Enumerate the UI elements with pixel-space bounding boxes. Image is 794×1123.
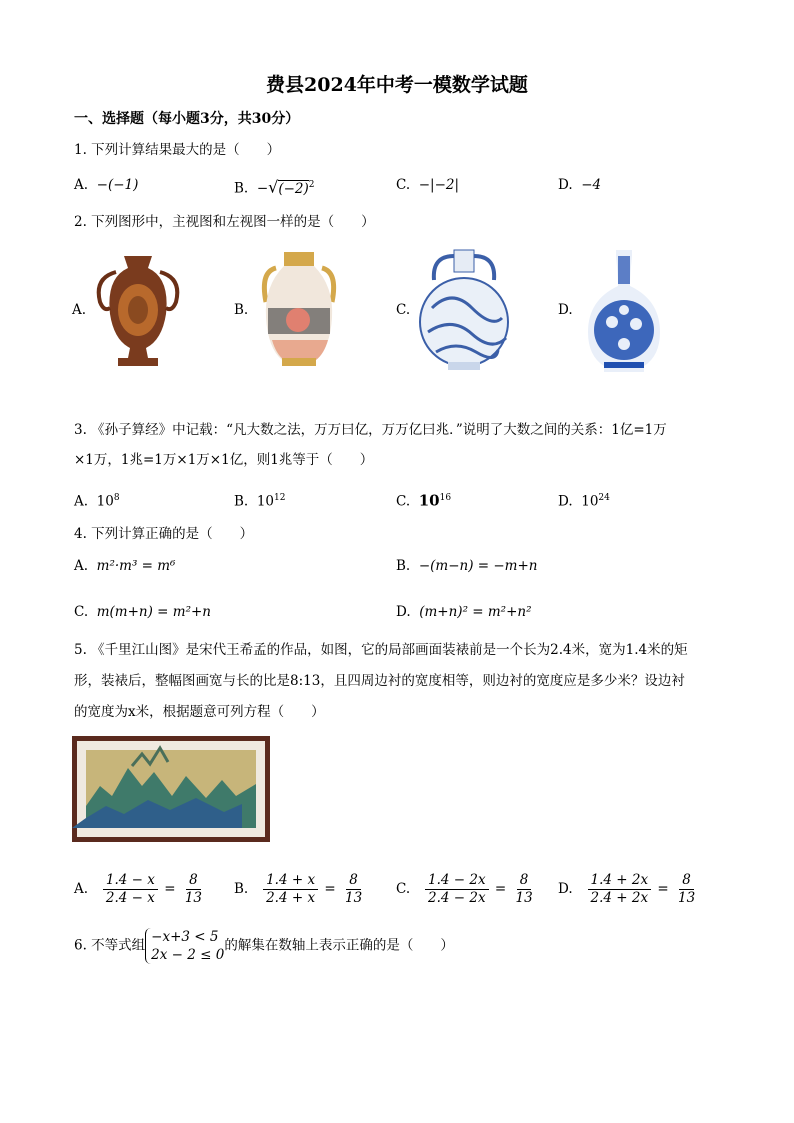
q4-option-c[interactable]: C. m(m+n) = m²+n [74,604,211,620]
q4-stem: 4. 下列计算正确的是（ ） [74,526,254,542]
q5-c-fraction: $\frac{1.4 - 2x}{2.4 - 2x}$ [425,872,489,907]
q5-b-fraction: $\frac{1.4 + x}{2.4 + x}$ [263,872,318,907]
q5-option-a[interactable]: A. $\frac{1.4 - x}{2.4 - x}$ = $\frac{8}{13}$ [74,872,207,907]
q3-option-d[interactable]: D. $10^{24}$ [558,493,610,510]
q5-stem-line3: 的宽度为x米，根据题意可列方程（ ） [74,704,325,720]
q1-option-a[interactable]: A. −(−1) [74,177,139,193]
q1-option-d[interactable]: D. −4 [558,177,602,193]
q2-option-a-label[interactable]: A. [72,302,87,318]
q3-stem-line2: ×1万，1兆=1万×1万×1亿，则1兆等于（ ） [74,452,374,468]
q5-c-rhs: $\frac{8}{13}$ [515,872,533,906]
q2-option-b-label[interactable]: B. [234,302,249,318]
q3-option-a[interactable]: A. $10^8$ [74,493,120,510]
vase-a-image [94,248,182,374]
q1-option-b[interactable]: B. $-√(-2)^2$ [234,177,315,197]
q6-stem: 6. 不等式组−x+3 < 5 2x − 2 ≤ 0的解集在数轴上表示正确的是（ ） [74,929,454,963]
page-title: 费县2024年中考一模数学试题 [266,74,528,96]
vase-d-image [584,248,664,372]
q4-option-b[interactable]: B. −(m−n) = −m+n [396,558,538,574]
q1-stem: 1. 下列计算结果最大的是（ ） [74,142,281,158]
q5-a-fraction: $\frac{1.4 - x}{2.4 - x}$ [103,872,158,907]
q5-stem-line1: 5. 《千里江山图》是宋代王希孟的作品，如图，它的局部画面装裱前是一个长为2.4米，宽为1.4米的矩 [74,642,688,658]
q5-option-c[interactable]: C. $\frac{1.4 - 2x}{2.4 - 2x}$ = $\frac{8}{13}$ [396,872,538,907]
q3-option-b[interactable]: B. $10^{12}$ [234,493,286,510]
inequality-system: −x+3 < 5 2x − 2 ≤ 0 [145,928,224,964]
q2-option-c-label[interactable]: C. [396,302,411,318]
q3-option-c[interactable]: C. $10^{16}$ [396,491,452,510]
q3-stem-line1: 3. 《孙子算经》中记载：“凡大数之法，万万曰亿，万万亿曰兆．”说明了大数之间的关系：1亿=1万 [74,422,667,438]
q5-option-d[interactable]: D. $\frac{1.4 + 2x}{2.4 + 2x}$ = $\frac{8}{13}$ [558,872,700,907]
q5-d-rhs: $\frac{8}{13}$ [678,872,696,906]
q5-stem-line2: 形，装裱后，整幅图画宽与长的比是8:13，且四周边衬的宽度相等，则边衬的宽度应是多少米？设边衬 [74,673,685,689]
vase-b-image [256,248,342,370]
q2-stem: 2. 下列图形中，主视图和左视图一样的是（ ） [74,214,375,230]
q4-option-a[interactable]: A. m²·m³ = m⁶ [74,558,176,574]
vase-c-image [418,248,510,372]
q1-option-c[interactable]: C. −|−2| [396,177,460,193]
section-heading: 一、选择题（每小题3分，共30分） [74,111,300,127]
q5-a-rhs: $\frac{8}{13}$ [184,872,202,906]
painting-image [72,736,270,842]
q2-option-d-label[interactable]: D. [558,302,573,318]
q5-d-fraction: $\frac{1.4 + 2x}{2.4 + 2x}$ [588,872,652,907]
q4-option-d[interactable]: D. (m+n)² = m²+n² [396,604,532,620]
sqrt-symbol: √ [268,177,279,197]
q5-b-rhs: $\frac{8}{13}$ [344,872,363,906]
q5-option-b[interactable]: B. $\frac{1.4 + x}{2.4 + x}$ = $\frac{8}{13}$ [234,872,367,907]
